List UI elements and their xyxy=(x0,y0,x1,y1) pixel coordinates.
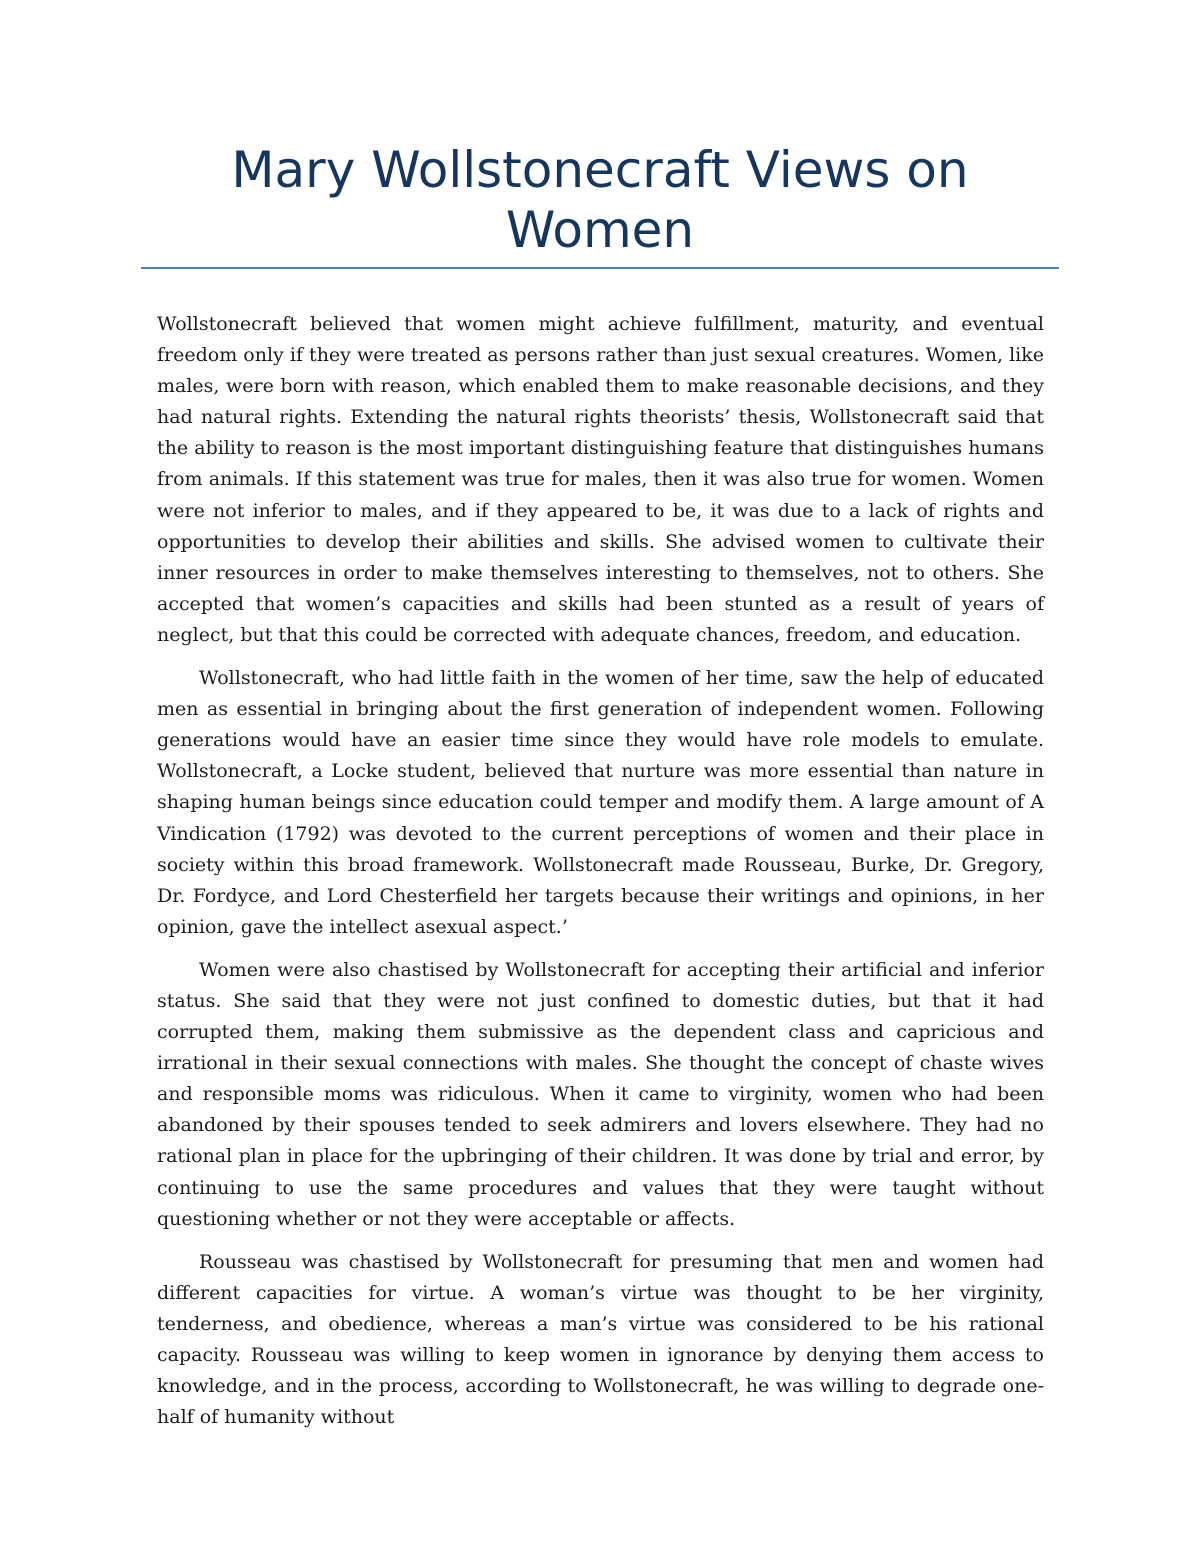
paragraph-1: Wollstonecraft believed that women might achieve fulfillment, maturity, and eventual freedom only if they were treated as persons rather than just sexual creatures. Women, like males, were born with reason, which enabled them to make reasonable decisions, and they had natural rights. Extending the natural rights theorists’ thesis, Wollstonecraft said that the ability to reason is the most important distinguishing feature that distinguishes humans from animals. If this statement was true for males, then it was also true for women. Women were not inferior to males, and if they appeared to be, it was due to a lack of rights and opportunities to develop their abilities and skills. She advised women to cultivate their inner resources in order to make themselves interesting to themselves, not to others. She accepted that women’s capacities and skills had been stunted as a result of years of neglect, but that this could be corrected with adequate chances, freedom, and education. xyxy=(157,313,1044,646)
document-body xyxy=(157,309,1044,1445)
paragraph-4: Rousseau was chastised by Wollstonecraft for presuming that men and women had different capacities for virtue. A woman’s virtue was thought to be her virginity, tenderness, and obedience, whereas a man’s virtue was considered to be his rational capacity. Rousseau was willing to keep women in ignorance by denying them access to knowledge, and in the process, according to Wollstonecraft, he was willing to degrade one-half of humanity without xyxy=(157,1250,1044,1429)
paragraph-3: Women were also chastised by Wollstonecraft for accepting their artificial and inferior status. She said that they were not just confined to domestic duties, but that it had corrupted them, making them submissive as the dependent class and capricious and irrational in their sexual connections with males. She thought the concept of chaste wives and responsible moms was ridiculous. When it came to virginity, women who had been abandoned by their spouses tended to seek admirers and lovers elsewhere. They had no rational plan in place for the upbringing of their children. It was done by trial and error, by continuing to use the same procedures and values that they were taught without questioning whether or not they were acceptable or affects. xyxy=(157,958,1044,1230)
paragraph-2: Wollstonecraft, who had little faith in the women of her time, saw the help of educated men as essential in bringing about the first generation of independent women. Following generations would have an easier time since they would have role models to emulate. Wollstonecraft, a Locke student, believed that nurture was more essential than nature in shaping human beings since education could temper and modify them. A large amount of A Vindication (1792) was devoted to the current perceptions of women and their place in society within this broad framework. Wollstonecraft made Rousseau, Burke, Dr. Gregory, Dr. Fordyce, and Lord Chesterfield her targets because their writings and opinions, in her opinion, gave the intellect asexual aspect.’ xyxy=(157,667,1044,938)
title-underline-rule xyxy=(141,267,1059,269)
document-title: Mary Wollstonecraft Views on Women xyxy=(231,141,969,259)
